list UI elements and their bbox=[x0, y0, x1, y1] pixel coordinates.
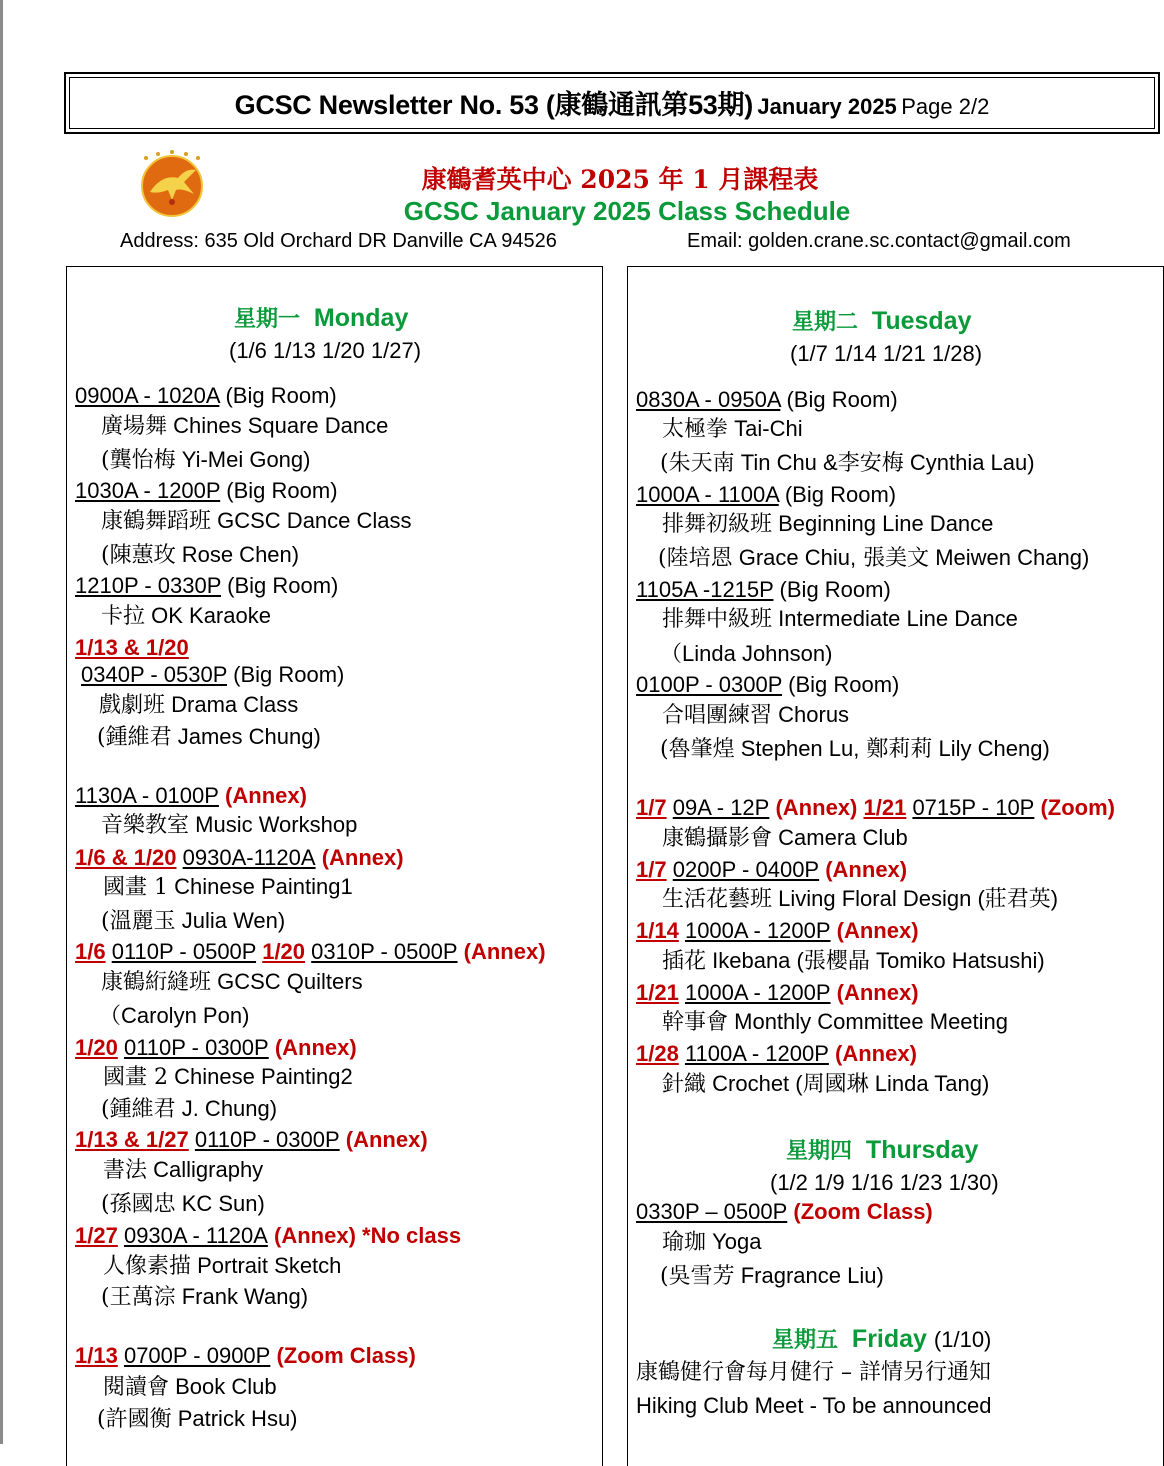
teacher-cn: 張櫻晶 bbox=[803, 949, 870, 974]
monday-entry-class bbox=[75, 603, 271, 630]
title-text: GCSC Newsletter No. 53 ( bbox=[234, 90, 555, 120]
title-num: 53 bbox=[688, 90, 718, 120]
teacher: Cynthia Lau) bbox=[903, 450, 1035, 475]
tuesday-entry-time bbox=[636, 1041, 917, 1067]
time: 1130A - 0100P bbox=[75, 783, 219, 808]
class-title: Chinese Painting1 bbox=[168, 874, 353, 899]
monday-entry-class bbox=[75, 812, 357, 839]
class-title: Drama Class bbox=[165, 692, 299, 717]
class-cn: 插花 bbox=[662, 949, 707, 974]
time: 0900A - 1020A bbox=[75, 383, 220, 408]
class-cn: 卡拉 bbox=[101, 604, 146, 629]
friday-line-en: Hiking Club Meet - To be announced bbox=[636, 1393, 992, 1418]
date: 1/14 bbox=[636, 918, 679, 943]
location-tag: (Annex) bbox=[819, 857, 908, 882]
teacher-cn: (陳蕙玫 bbox=[101, 543, 176, 568]
teacher: （Linda Johnson) bbox=[660, 641, 833, 666]
tuesday-entry-time bbox=[636, 387, 898, 413]
location-tag: (Annex) bbox=[828, 1041, 917, 1066]
monday-heading bbox=[234, 302, 408, 333]
class-cn: 瑜珈 bbox=[662, 1230, 707, 1255]
location-tag: (Annex) bbox=[830, 918, 919, 943]
teacher: Frank Wang) bbox=[175, 1284, 309, 1309]
monday-entry-teacher bbox=[75, 1191, 265, 1218]
tuesday-entry-class bbox=[636, 948, 1045, 975]
class-title: GCSC Dance Class bbox=[211, 508, 412, 533]
tuesday-entry-class bbox=[636, 702, 849, 729]
monday-entry-teacher bbox=[75, 542, 299, 569]
monday-entry-class bbox=[75, 508, 412, 535]
class-title: Music Workshop bbox=[189, 812, 358, 837]
class-cn: 針織 bbox=[662, 1072, 707, 1097]
teacher: Tomiko Hatsushi) bbox=[869, 948, 1045, 973]
monday-entry-time bbox=[75, 383, 337, 409]
class-title: Beginning Line Dance bbox=[772, 511, 994, 536]
time: 0715P - 10P bbox=[912, 795, 1035, 820]
date: 1/7 bbox=[636, 857, 667, 882]
title-cn2: 期 bbox=[717, 90, 745, 121]
tuesday-entry-teacher bbox=[640, 450, 1035, 477]
class-title: Chorus bbox=[772, 702, 850, 727]
tuesday-entry-time bbox=[636, 918, 919, 944]
teacher: Fragrance Liu) bbox=[734, 1263, 884, 1288]
time: 0930A-1120A bbox=[182, 845, 316, 870]
tuesday-dates: (1/7 1/14 1/21 1/28) bbox=[790, 341, 983, 366]
teacher: Patrick Hsu) bbox=[171, 1406, 298, 1431]
location-tag: (Annex) bbox=[268, 1035, 357, 1060]
time: 1000A - 1100A bbox=[636, 482, 779, 507]
date: 1/27 bbox=[75, 1223, 118, 1248]
monday-entry-teacher bbox=[75, 1284, 308, 1311]
class-cn: 幹事會 bbox=[662, 1010, 729, 1035]
location-tag: (Annex) bbox=[457, 939, 546, 964]
thursday-en: Thursday bbox=[865, 1136, 979, 1164]
teacher: Julia Wen) bbox=[175, 908, 286, 933]
class-cn: 康鶴舞蹈班 bbox=[101, 509, 212, 534]
date: 1/21 bbox=[863, 795, 907, 820]
tuesday-entry-class bbox=[636, 1071, 989, 1098]
monday-entry-time bbox=[75, 478, 338, 504]
monday-entry-time bbox=[75, 1035, 357, 1061]
date: 1/13 & 1/20 bbox=[75, 635, 189, 660]
class-title: Calligraphy bbox=[147, 1157, 264, 1182]
teacher-cn: (陸培恩 bbox=[658, 546, 733, 571]
teacher-cn: (鍾維君 bbox=[101, 1097, 176, 1122]
time: 0110P - 0300P bbox=[194, 1127, 340, 1152]
class-title: Ikebana ( bbox=[706, 948, 804, 973]
date: 1/28 bbox=[636, 1041, 679, 1066]
monday-dates: (1/6 1/13 1/20 1/27) bbox=[229, 338, 422, 363]
monday-entry-time bbox=[75, 939, 546, 965]
friday-en: Friday bbox=[851, 1325, 927, 1353]
class-title: Crochet ( bbox=[706, 1071, 803, 1096]
time: 0830A - 0950A bbox=[636, 387, 781, 412]
teacher: KC Sun) bbox=[175, 1191, 265, 1216]
thursday-entry-time bbox=[636, 1199, 933, 1225]
teacher: （Carolyn Pon) bbox=[99, 1003, 250, 1028]
monday-entry-teacher bbox=[77, 724, 321, 751]
teacher: ) bbox=[1050, 886, 1059, 911]
date: 1/6 & 1/20 bbox=[75, 845, 177, 870]
date: 1/20 bbox=[75, 1035, 118, 1060]
time: 1210P - 0330P bbox=[75, 573, 221, 598]
location-tag: (Annex) bbox=[769, 795, 858, 820]
tuesday-entry-time bbox=[636, 672, 899, 698]
friday-heading bbox=[772, 1323, 991, 1354]
class-cn: 排舞初級班 bbox=[662, 512, 773, 537]
date: 1/6 bbox=[75, 939, 106, 964]
newsletter-title-box bbox=[64, 72, 1160, 134]
time: 0110P - 0500P bbox=[111, 939, 257, 964]
time: 0700P - 0900P bbox=[123, 1343, 271, 1368]
thursday-heading bbox=[786, 1134, 978, 1165]
room: (Big Room) bbox=[773, 577, 891, 602]
monday-entry-class bbox=[75, 413, 388, 440]
class-title: Chines Square Dance bbox=[167, 413, 389, 438]
teacher-cn: (鍾維君 bbox=[97, 725, 172, 750]
tuesday-entry-teacher bbox=[640, 641, 832, 667]
class-title: Yoga bbox=[706, 1229, 762, 1254]
teacher: Linda Tang) bbox=[868, 1071, 990, 1096]
room: (Big Room) bbox=[778, 482, 897, 507]
class-cn: 國畫 2 bbox=[103, 1065, 168, 1090]
time: 0110P - 0300P bbox=[123, 1035, 269, 1060]
friday-cn: 星期五 bbox=[772, 1327, 839, 1353]
monday-entry-teacher bbox=[75, 908, 285, 935]
teacher: J. Chung) bbox=[175, 1096, 278, 1121]
class-cn: 音樂教室 bbox=[101, 813, 190, 838]
date: 1/7 bbox=[636, 795, 667, 820]
time: 1030A - 1200P bbox=[75, 478, 221, 503]
tuesday-entry-teacher bbox=[640, 736, 1050, 763]
tuesday-entry-teacher bbox=[638, 545, 1089, 572]
teacher: Stephen Lu, bbox=[734, 736, 860, 761]
title-page: Page 2/2 bbox=[901, 94, 990, 119]
teacher: Tin Chu & bbox=[734, 450, 838, 475]
teacher-cn: (王萬淙 bbox=[101, 1285, 176, 1310]
monday-entry-time bbox=[75, 845, 404, 871]
class-title: Chinese Painting2 bbox=[168, 1064, 353, 1089]
location-tag: (Zoom Class) bbox=[787, 1199, 933, 1224]
monday-entry-class bbox=[75, 969, 363, 996]
date: 1/21 bbox=[636, 980, 679, 1005]
friday-date: (1/10) bbox=[933, 1327, 992, 1352]
teacher: Yi-Mei Gong) bbox=[175, 447, 311, 472]
monday-entry-class bbox=[77, 1064, 353, 1091]
teacher: Lily Cheng) bbox=[932, 736, 1050, 761]
teacher: Grace Chiu, bbox=[732, 545, 857, 570]
tuesday-entry-class bbox=[636, 1009, 1008, 1036]
thursday-entry-class bbox=[636, 1229, 762, 1256]
room: (Big Room) bbox=[782, 672, 900, 697]
teacher-cn: 周國琳 bbox=[802, 1072, 869, 1097]
time: 1000A - 1200P bbox=[684, 980, 831, 1005]
teacher-cn: 李安梅 bbox=[837, 451, 904, 476]
teacher-cn: (溫麗玉 bbox=[101, 909, 176, 934]
date: 1/13 bbox=[75, 1343, 118, 1368]
tuesday-cn: 星期二 bbox=[792, 309, 859, 335]
friday-line-cn: 康鶴健行會每月健行 – 詳情另行通知 bbox=[636, 1360, 991, 1385]
class-title: Monthly Committee Meeting bbox=[728, 1009, 1009, 1034]
time: 0310P - 0500P bbox=[311, 939, 458, 964]
teacher: James Chung) bbox=[171, 724, 321, 749]
teacher-cn: (龔怡梅 bbox=[101, 448, 176, 473]
class-cn: 太極拳 bbox=[662, 417, 729, 442]
time: 1100A - 1200P bbox=[684, 1041, 829, 1066]
location-tag: (Annex) bbox=[830, 980, 919, 1005]
monday-entry-time bbox=[75, 783, 307, 809]
monday-entry-teacher bbox=[77, 1406, 298, 1433]
class-title: Living Floral Design ( bbox=[772, 886, 985, 911]
class-cn: 康鶴攝影會 bbox=[662, 826, 773, 851]
teacher-cn: (許國衡 bbox=[97, 1407, 172, 1432]
teacher-cn: 莊君英 bbox=[984, 887, 1051, 912]
class-cn: 生活花藝班 bbox=[662, 887, 773, 912]
location-tag: (Annex) bbox=[339, 1127, 428, 1152]
date: 1/13 & 1/27 bbox=[75, 1127, 189, 1152]
time: 0340P - 0530P bbox=[81, 662, 227, 687]
title-cn: 康鶴通訊第 bbox=[554, 90, 689, 121]
room: (Big Room) bbox=[220, 478, 338, 503]
class-cn: 廣場舞 bbox=[101, 414, 168, 439]
room: (Big Room) bbox=[780, 387, 898, 412]
time: 0330P – 0500P bbox=[636, 1199, 788, 1224]
class-cn: 戲劇班 bbox=[99, 693, 166, 718]
schedule-title-en: GCSC January 2025 Class Schedule bbox=[403, 196, 851, 226]
class-cn: 人像素描 bbox=[103, 1254, 192, 1279]
tuesday-entry-class bbox=[636, 825, 908, 852]
monday-entry-teacher bbox=[73, 1003, 249, 1029]
title-close: ) bbox=[744, 90, 753, 120]
class-title: Camera Club bbox=[772, 825, 908, 850]
class-cn: 書法 bbox=[103, 1158, 148, 1183]
teacher: Meiwen Chang) bbox=[929, 545, 1090, 570]
time: 0930A - 1120A bbox=[123, 1223, 268, 1248]
schedule-title-cn: 康鶴耆英中心 2025 年 1 月課程表 bbox=[421, 165, 819, 194]
room: (Big Room) bbox=[221, 573, 339, 598]
monday-entry-time bbox=[75, 1127, 428, 1153]
monday-entry-teacher bbox=[75, 447, 310, 474]
date: 1/20 bbox=[262, 939, 306, 964]
tuesday-entry-class bbox=[636, 511, 993, 538]
class-title: Intermediate Line Dance bbox=[772, 606, 1018, 631]
class-title: OK Karaoke bbox=[145, 603, 271, 628]
monday-entry-date bbox=[75, 635, 189, 661]
tuesday-entry-class bbox=[636, 886, 1058, 913]
location-tag: (Annex) bbox=[315, 845, 404, 870]
tuesday-entry-time bbox=[636, 980, 919, 1006]
time: 0200P - 0400P bbox=[672, 857, 820, 882]
tuesday-entry-time bbox=[636, 482, 896, 508]
monday-entry-time bbox=[75, 573, 338, 599]
time: 1000A - 1200P bbox=[684, 918, 831, 943]
class-title: Book Club bbox=[169, 1374, 277, 1399]
monday-entry-time bbox=[81, 662, 344, 688]
monday-entry-teacher bbox=[75, 1096, 277, 1123]
monday-entry-time bbox=[75, 1343, 416, 1369]
teacher-cn: 鄭莉莉 bbox=[859, 737, 933, 762]
class-title: GCSC Quilters bbox=[211, 969, 363, 994]
time: 0100P - 0300P bbox=[636, 672, 782, 697]
monday-entry-class bbox=[77, 874, 353, 901]
teacher: Rose Chen) bbox=[175, 542, 300, 567]
room: (Big Room) bbox=[227, 662, 345, 687]
tuesday-entry-class bbox=[636, 606, 1018, 633]
class-cn: 合唱團練習 bbox=[662, 703, 773, 728]
tuesday-entry-time bbox=[636, 795, 1115, 821]
teacher-cn: 張美文 bbox=[856, 546, 930, 571]
class-title: Portrait Sketch bbox=[191, 1253, 342, 1278]
teacher-cn: (魯肇煌 bbox=[660, 737, 735, 762]
teacher-cn: (朱天南 bbox=[660, 451, 735, 476]
tuesday-entry-class bbox=[636, 416, 803, 443]
title-month: January 2025 bbox=[757, 94, 897, 119]
monday-en: Monday bbox=[313, 304, 409, 332]
location-tag: (Zoom) bbox=[1034, 795, 1116, 820]
tuesday-entry-time bbox=[636, 857, 907, 883]
location-tag: (Annex) bbox=[218, 783, 307, 808]
tuesday-heading bbox=[792, 305, 972, 336]
class-cn: 國畫 1 bbox=[103, 875, 168, 900]
location-tag: (Annex) *No class bbox=[267, 1223, 462, 1248]
monday-entry-class bbox=[73, 692, 298, 719]
tuesday-en: Tuesday bbox=[871, 307, 972, 335]
email: Email: golden.crane.sc.contact@gmail.com bbox=[687, 230, 1071, 252]
teacher-cn: (孫國忠 bbox=[101, 1192, 176, 1217]
location-tag: (Zoom Class) bbox=[270, 1343, 416, 1368]
monday-entry-class bbox=[77, 1374, 277, 1401]
tuesday-entry-time bbox=[636, 577, 891, 603]
room: (Big Room) bbox=[219, 383, 337, 408]
teacher-cn: (吳雪芳 bbox=[660, 1264, 735, 1289]
address: Address: 635 Old Orchard DR Danville CA 94526 bbox=[120, 230, 557, 252]
time: 09A - 12P bbox=[672, 795, 770, 820]
monday-entry-class bbox=[77, 1253, 341, 1280]
thursday-dates: (1/2 1/9 1/16 1/23 1/30) bbox=[770, 1170, 999, 1195]
thursday-cn: 星期四 bbox=[786, 1138, 853, 1164]
class-cn: 康鶴絎縫班 bbox=[101, 970, 212, 995]
time: 1105A -1215P bbox=[636, 577, 774, 602]
monday-entry-time bbox=[75, 1223, 461, 1249]
thursday-entry-teacher bbox=[640, 1263, 884, 1290]
monday-entry-class bbox=[77, 1157, 263, 1184]
class-cn: 排舞中級班 bbox=[662, 607, 773, 632]
newsletter-title bbox=[69, 77, 1155, 129]
monday-cn: 星期一 bbox=[234, 306, 301, 332]
class-title: Tai-Chi bbox=[728, 416, 803, 441]
class-cn: 閱讀會 bbox=[103, 1375, 170, 1400]
